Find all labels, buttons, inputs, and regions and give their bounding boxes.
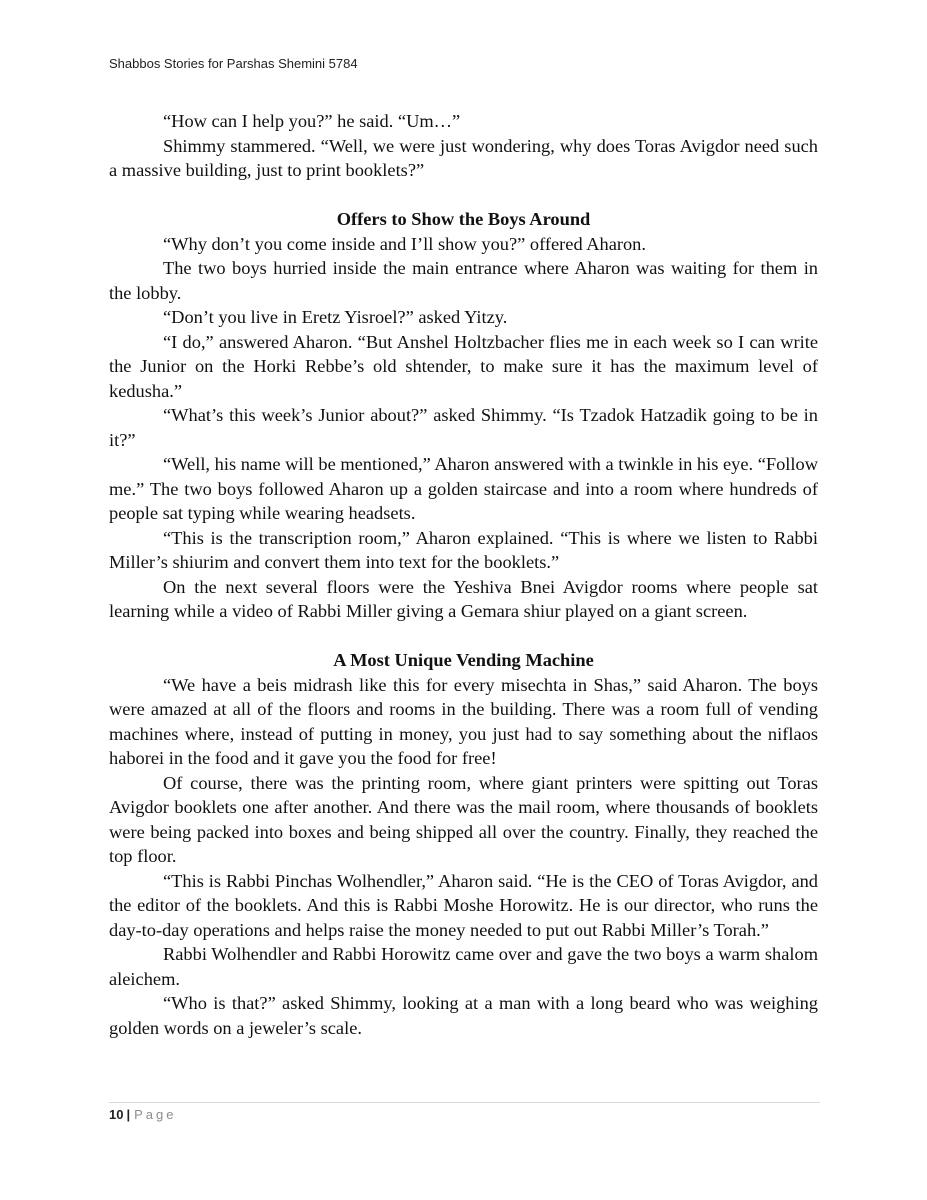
paragraph: Of course, there was the printing room, where giant printers were spitting out Toras Avigdor booklets one after another. And there was the mail room, where thousands of booklets were being packed into boxes and being shipped all over the country. Finally, they reached the top floor. [109,772,818,866]
paragraph: “I do,” answered Aharon. “But Anshel Holtzbacher flies me in each week so I can write the Junior on the Horki Rebbe’s old shtender, to make sure it has the maximum level of kedusha.” [109,331,818,401]
page-label: Page [134,1107,177,1122]
paragraph: “What’s this week’s Junior about?” asked Shimmy. “Is Tzadok Hatzadik going to be in it?” [109,405,818,450]
paragraph: “Who is that?” asked Shimmy, looking at a man with a long beard who was weighing golden words on a jeweler’s scale. [109,993,818,1038]
paragraph: “We have a beis midrash like this for every misechta in Shas,” said Aharon. The boys were amazed at all of the floors and rooms in the building. There was a room full of vending machines where, instead of putting in money, you just had to say something about the niflaos haborei in the food and it gave you the food for free! [109,674,818,768]
paragraph: Rabbi Wolhendler and Rabbi Horowitz came over and gave the two boys a warm shalom aleichem. [109,944,818,989]
paragraph: “This is Rabbi Pinchas Wolhendler,” Aharon said. “He is the CEO of Toras Avigdor, and the editor of the booklets. And this is Rabbi Moshe Horowitz. He is our director, who runs the day-to-day operations and helps raise the money needed to put out Rabbi Miller’s Torah.” [109,870,818,940]
section-heading: Offers to Show the Boys Around [336,209,591,229]
page-footer [109,1107,176,1122]
story-body [109,109,818,1040]
paragraph: “How can I help you?” he said. “Um…” [163,111,461,131]
footer-divider [109,1102,820,1103]
paragraph: “Why don’t you come inside and I’ll show you?” offered Aharon. [163,233,646,254]
paragraph: Shimmy stammered. “Well, we were just wondering, why does Toras Avigdor need such a massive building, just to print booklets?” [109,135,818,180]
paragraph: “Well, his name will be mentioned,” Aharon answered with a twinkle in his eye. “Follow me.” The two boys followed Aharon up a golden staircase and into a room where hundreds of people sat typing while wearing headsets. [109,454,818,523]
section-heading: A Most Unique Vending Machine [333,650,594,670]
page-number: 10 [109,1107,124,1122]
running-header: Shabbos Stories for Parshas Shemini 5784 [109,56,358,71]
paragraph: On the next several floors were the Yeshiva Bnei Avigdor rooms where people sat learning while a video of Rabbi Miller giving a Gemara shiur played on a giant screen. [109,576,818,621]
paragraph: “Don’t you live in Eretz Yisroel?” asked Yitzy. [163,307,508,327]
footer-separator: | [126,1107,131,1122]
paragraph: “This is the transcription room,” Aharon explained. “This is where we listen to Rabbi Miller’s shiurim and convert them into text for the booklets.” [109,527,818,572]
paragraph: The two boys hurried inside the main entrance where Aharon was waiting for them in the lobby. [109,258,818,303]
